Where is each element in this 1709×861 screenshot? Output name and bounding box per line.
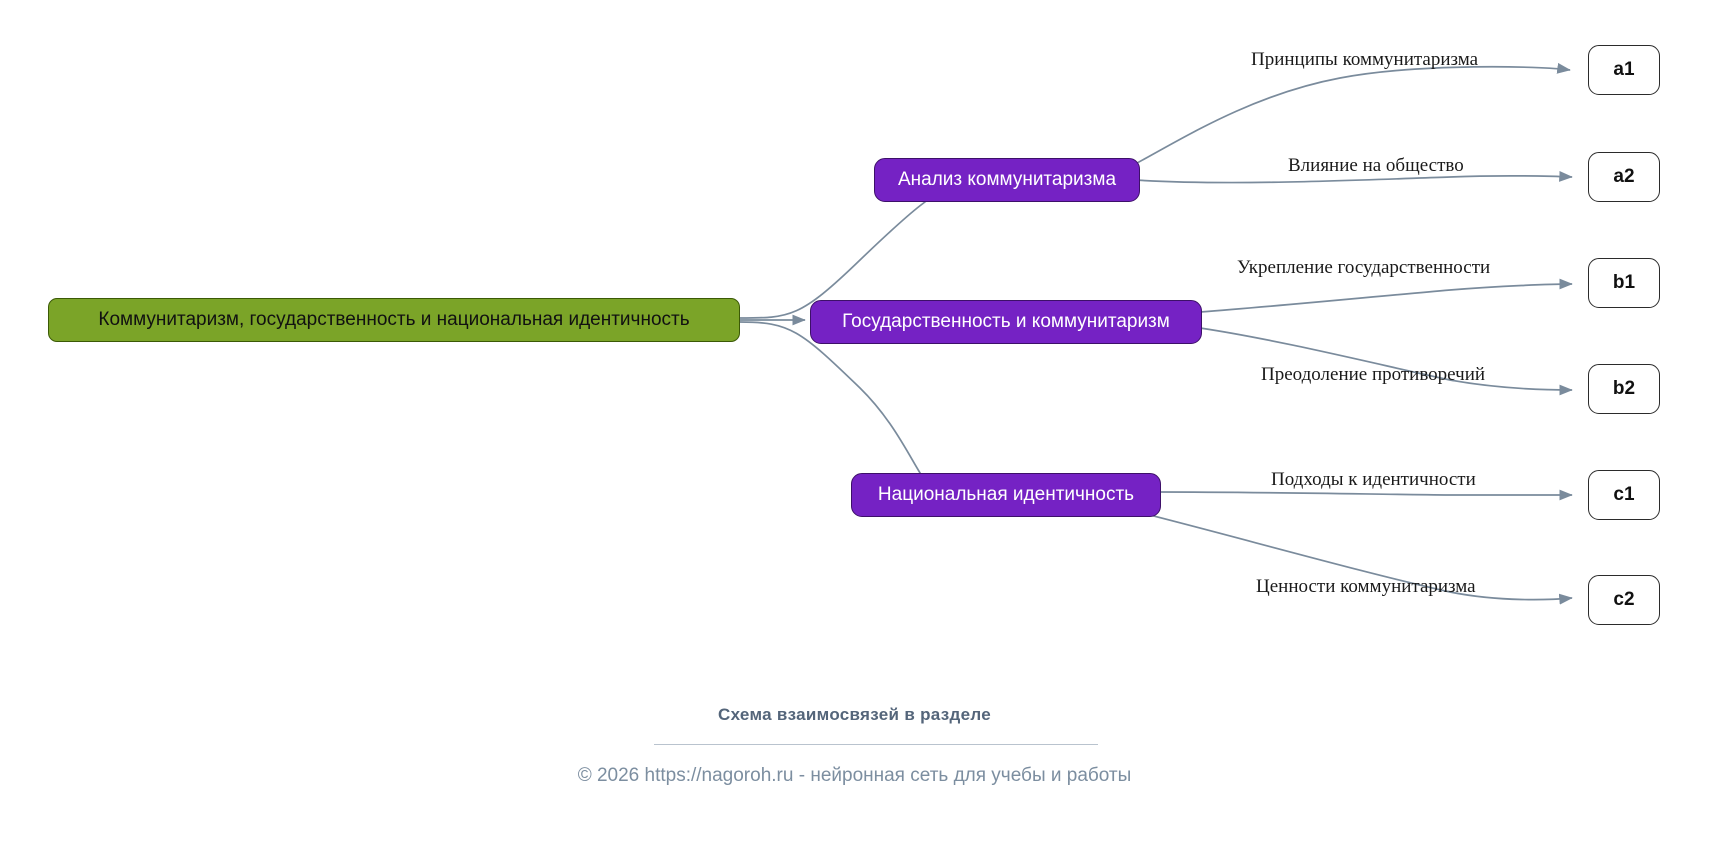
node-leaf-b2[interactable] xyxy=(1588,364,1660,414)
node-leaf-a2[interactable] xyxy=(1588,152,1660,202)
node-branch-statehood[interactable] xyxy=(810,300,1202,344)
edge-label-a1: Принципы коммунитаризма xyxy=(1251,49,1479,70)
node-branch-analysis[interactable] xyxy=(874,158,1140,202)
node-leaf-a1[interactable] xyxy=(1588,45,1660,95)
edge-label-c2: Ценности коммунитаризма xyxy=(1256,576,1476,597)
edge-label-a2: Влияние на общество xyxy=(1288,155,1464,176)
edge-branch3-to-c1 xyxy=(1160,492,1572,495)
node-leaf-b2-label: b2 xyxy=(1612,378,1636,400)
node-leaf-c2[interactable] xyxy=(1588,575,1660,625)
node-leaf-b1[interactable] xyxy=(1588,258,1660,308)
edge-branch1-to-a1 xyxy=(1128,67,1570,168)
footer-title: Схема взаимосвязей в разделе xyxy=(718,705,991,724)
footer-copyright: © 2026 https://nagoroh.ru - нейронная сеть для учебы и работы xyxy=(577,765,1132,786)
node-leaf-b1-label: b1 xyxy=(1612,272,1636,294)
node-leaf-c1[interactable] xyxy=(1588,470,1660,520)
node-root[interactable] xyxy=(48,298,740,342)
node-leaf-c1-label: c1 xyxy=(1613,484,1635,506)
node-branch-2-label: Государственность и коммунитаризм xyxy=(842,311,1170,333)
footer-divider xyxy=(654,744,1098,745)
node-leaf-a1-label: a1 xyxy=(1613,59,1635,81)
edge-branch2-to-b1 xyxy=(1200,284,1572,312)
node-leaf-c2-label: c2 xyxy=(1613,589,1635,611)
edge-label-b1: Укрепление государственности xyxy=(1237,257,1491,278)
node-root-label: Коммунитаризм, государственность и национальная идентичность xyxy=(98,309,690,331)
node-branch-identity[interactable] xyxy=(851,473,1161,517)
edge-label-c1: Подходы к идентичности xyxy=(1271,469,1476,490)
node-leaf-a2-label: a2 xyxy=(1613,166,1635,188)
node-branch-1-label: Анализ коммунитаризма xyxy=(897,169,1117,191)
edge-root-to-branch-3 xyxy=(740,322,935,490)
edge-label-b2: Преодоление противоречий xyxy=(1261,364,1486,385)
node-branch-3-label: Национальная идентичность xyxy=(877,484,1135,506)
